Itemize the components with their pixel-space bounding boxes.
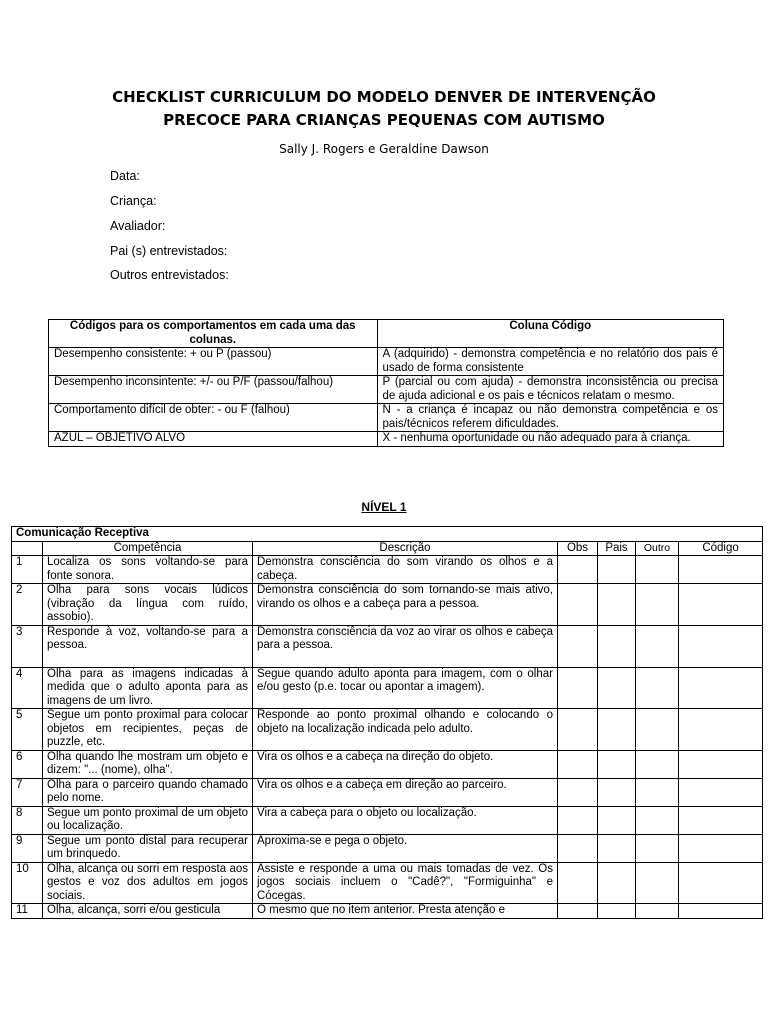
field-outros-entrevistados: Outros entrevistados:	[110, 268, 229, 282]
row-competencia: Olha para o parceiro quando chamado pelo nome.	[43, 778, 253, 806]
codes-description: A (adquirido) - demonstra competência e no relatório dos pais é usado de forma consistente	[377, 348, 723, 376]
outro-cell[interactable]	[636, 806, 679, 834]
codes-header-row	[49, 320, 724, 348]
obs-cell[interactable]	[558, 806, 598, 834]
row-competencia: Segue um ponto distal para recuperar um brinquedo.	[43, 834, 253, 862]
codigo-cell[interactable]	[679, 709, 763, 751]
row-number: 10	[12, 862, 43, 904]
pais-cell[interactable]	[598, 778, 636, 806]
codes-behavior: Desempenho inconsintente: +/- ou P/F (passou/falhou)	[49, 376, 378, 404]
codes-description: P (parcial ou com ajuda) - demonstra inconsistência ou precisa de ajuda adicional e os pais e técnicos relatam o mesmo.	[377, 376, 723, 404]
codes-header-right: Coluna Código	[377, 320, 723, 348]
codes-behavior: Desempenho consistente: + ou P (passou)	[49, 348, 378, 376]
obs-cell[interactable]	[558, 750, 598, 778]
row-descricao: Demonstra consciência do som virando os olhos e a cabeça.	[253, 556, 558, 584]
row-descricao: Aproxima-se e pega o objeto.	[253, 834, 558, 862]
codigo-cell[interactable]	[679, 667, 763, 709]
outro-cell[interactable]	[636, 584, 679, 626]
row-number: 4	[12, 667, 43, 709]
row-number: 3	[12, 625, 43, 667]
document-title-line-1: CHECKLIST CURRICULUM DO MODELO DENVER DE INTERVENÇÃO	[112, 88, 656, 106]
codigo-cell[interactable]	[679, 556, 763, 584]
row-descricao: O mesmo que no item anterior. Presta atenção e	[253, 904, 558, 919]
skills-table	[11, 526, 763, 919]
outro-cell[interactable]	[636, 667, 679, 709]
header-pais: Pais	[598, 541, 636, 556]
row-descricao: Vira os olhos e a cabeça em direção ao parceiro.	[253, 778, 558, 806]
codes-row	[49, 348, 724, 376]
outro-cell[interactable]	[636, 625, 679, 667]
row-descricao: Vira a cabeça para o objeto ou localização.	[253, 806, 558, 834]
row-number: 2	[12, 584, 43, 626]
row-competencia: Olha, alcança ou sorri em resposta aos gestos e voz dos adultos em jogos sociais.	[43, 862, 253, 904]
level-heading: NÍVEL 1	[361, 500, 407, 514]
row-competencia: Olha para sons vocais lúdicos (vibração da língua com ruído, assobio).	[43, 584, 253, 626]
header-codigo: Código	[679, 541, 763, 556]
codes-description: N - a criança é incapaz ou não demonstra competência e os pais/técnicos referem dificuldades.	[377, 404, 723, 432]
document-title-line-2: PRECOCE PARA CRIANÇAS PEQUENAS COM AUTISMO	[163, 111, 605, 129]
row-competencia: Olha quando lhe mostram um objeto e dizem: "... (nome), olha".	[43, 750, 253, 778]
header-obs: Obs	[558, 541, 598, 556]
table-row	[12, 709, 763, 751]
row-number: 9	[12, 834, 43, 862]
row-number: 7	[12, 778, 43, 806]
row-descricao: Vira os olhos e a cabeça na direção do objeto.	[253, 750, 558, 778]
codes-row	[49, 432, 724, 447]
codigo-cell[interactable]	[679, 904, 763, 919]
section-title: Comunicação Receptiva	[12, 527, 763, 542]
pais-cell[interactable]	[598, 806, 636, 834]
obs-cell[interactable]	[558, 904, 598, 919]
codes-behavior: AZUL – OBJETIVO ALVO	[49, 432, 378, 447]
row-competencia: Segue um ponto proximal de um objeto ou localização.	[43, 806, 253, 834]
field-avaliador: Avaliador:	[110, 219, 166, 233]
pais-cell[interactable]	[598, 556, 636, 584]
pais-cell[interactable]	[598, 750, 636, 778]
header-descricao: Descrição	[253, 541, 558, 556]
codigo-cell[interactable]	[679, 778, 763, 806]
header-number	[12, 541, 43, 556]
pais-cell[interactable]	[598, 862, 636, 904]
table-row	[12, 667, 763, 709]
row-descricao: Responde ao ponto proximal olhando e colocando o objeto na localização indicada pelo adulto.	[253, 709, 558, 751]
row-descricao: Segue quando adulto aponta para imagem, com o olhar e/ou gesto (p.e. tocar ou apontar a imagem).	[253, 667, 558, 709]
table-row	[12, 750, 763, 778]
codes-header-left: Códigos para os comportamentos em cada uma das colunas.	[49, 320, 378, 348]
row-descricao: Demonstra consciência da voz ao virar os olhos e cabeça para a pessoa.	[253, 625, 558, 667]
table-row	[12, 584, 763, 626]
obs-cell[interactable]	[558, 834, 598, 862]
row-competencia: Olha para as imagens indicadas à medida que o adulto aponta para as imagens de um livro.	[43, 667, 253, 709]
obs-cell[interactable]	[558, 709, 598, 751]
section-row	[12, 527, 763, 542]
codes-row	[49, 376, 724, 404]
codes-table	[48, 319, 724, 447]
obs-cell[interactable]	[558, 778, 598, 806]
row-competencia: Localiza os sons voltando-se para fonte sonora.	[43, 556, 253, 584]
outro-cell[interactable]	[636, 904, 679, 919]
row-descricao: Assiste e responde a uma ou mais tomadas de vez. Os jogos sociais incluem o "Cadê?", "Formiguinha" e Cócegas.	[253, 862, 558, 904]
table-row	[12, 834, 763, 862]
obs-cell[interactable]	[558, 584, 598, 626]
outro-cell[interactable]	[636, 709, 679, 751]
row-number: 5	[12, 709, 43, 751]
row-competencia: Responde à voz, voltando-se para a pessoa.	[43, 625, 253, 667]
outro-cell[interactable]	[636, 778, 679, 806]
field-crianca: Criança:	[110, 194, 157, 208]
row-number: 1	[12, 556, 43, 584]
pais-cell[interactable]	[598, 667, 636, 709]
authors: Sally J. Rogers e Geraldine Dawson	[279, 142, 489, 156]
table-row	[12, 625, 763, 667]
obs-cell[interactable]	[558, 862, 598, 904]
row-number: 8	[12, 806, 43, 834]
codigo-cell[interactable]	[679, 806, 763, 834]
codes-description: X - nenhuma oportunidade ou não adequado para à criança.	[377, 432, 723, 447]
row-descricao: Demonstra consciência do som tornando-se mais ativo, virando os olhos e a cabeça para a pessoa.	[253, 584, 558, 626]
codigo-cell[interactable]	[679, 862, 763, 904]
row-number: 6	[12, 750, 43, 778]
codes-behavior: Comportamento difícil de obter: - ou F (falhou)	[49, 404, 378, 432]
pais-cell[interactable]	[598, 834, 636, 862]
codigo-cell[interactable]	[679, 584, 763, 626]
pais-cell[interactable]	[598, 625, 636, 667]
table-row	[12, 556, 763, 584]
obs-cell[interactable]	[558, 625, 598, 667]
table-row	[12, 904, 763, 919]
outro-cell[interactable]	[636, 862, 679, 904]
row-competencia: Olha, alcança, sorri e/ou gesticula	[43, 904, 253, 919]
pais-cell[interactable]	[598, 584, 636, 626]
field-data: Data:	[110, 169, 140, 183]
header-outro: Outro	[636, 541, 679, 556]
header-row	[12, 541, 763, 556]
table-row	[12, 806, 763, 834]
codigo-cell[interactable]	[679, 750, 763, 778]
row-number: 11	[12, 904, 43, 919]
codigo-cell[interactable]	[679, 625, 763, 667]
header-competencia: Competência	[43, 541, 253, 556]
obs-cell[interactable]	[558, 667, 598, 709]
codes-row	[49, 404, 724, 432]
outro-cell[interactable]	[636, 834, 679, 862]
pais-cell[interactable]	[598, 709, 636, 751]
codigo-cell[interactable]	[679, 834, 763, 862]
outro-cell[interactable]	[636, 750, 679, 778]
table-row	[12, 778, 763, 806]
row-competencia: Segue um ponto proximal para colocar objetos em recipientes, peças de puzzle, etc.	[43, 709, 253, 751]
field-pais-entrevistados: Pai (s) entrevistados:	[110, 244, 228, 258]
table-row	[12, 862, 763, 904]
obs-cell[interactable]	[558, 556, 598, 584]
outro-cell[interactable]	[636, 556, 679, 584]
pais-cell[interactable]	[598, 904, 636, 919]
